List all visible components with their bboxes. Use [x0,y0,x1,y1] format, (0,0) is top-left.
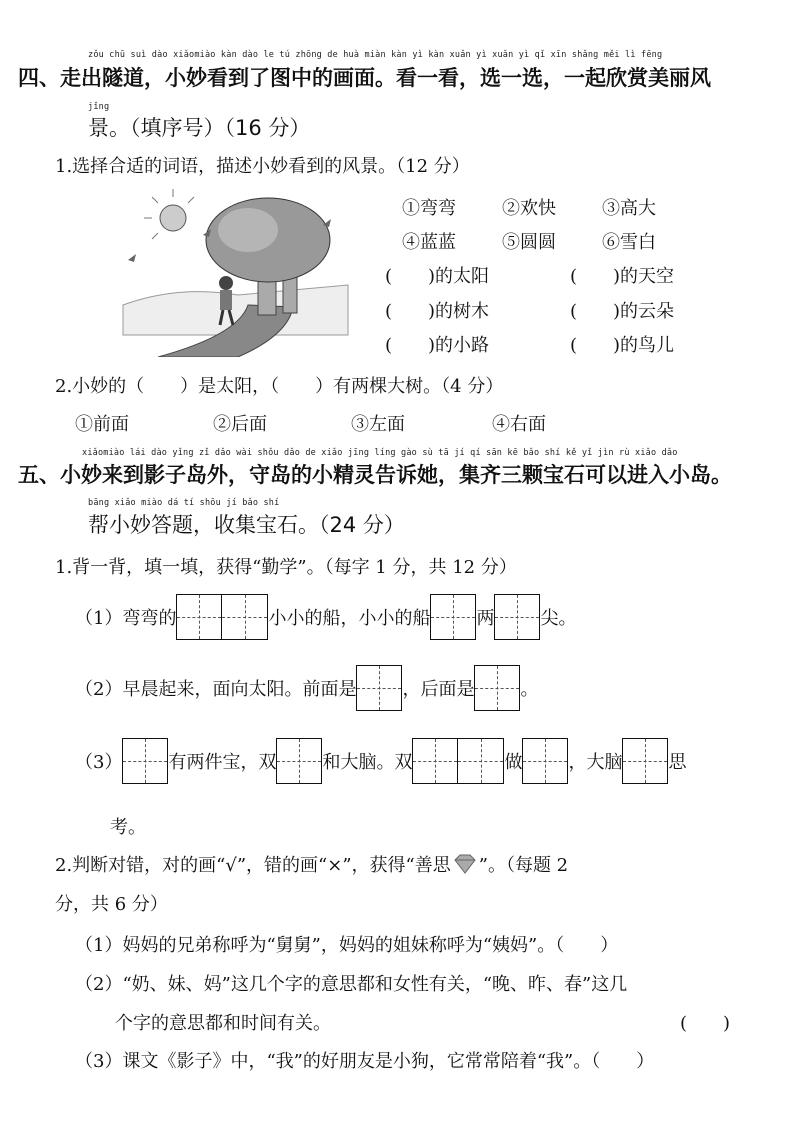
sun-icon [144,189,194,239]
text: 思 [668,752,687,773]
gem-icon [451,853,479,875]
option: ①弯弯 [402,198,456,219]
option: ⑤圆圆 [502,232,556,253]
fill-line-1 [75,594,576,640]
option: ④蓝蓝 [402,232,456,253]
question-2 [55,851,568,877]
word-options-row-1 [402,194,702,220]
section-4-title: 四、走出隧道，小妙看到了图中的画面。看一看，选一选，一起欣赏美丽风 [18,66,711,90]
writing-box[interactable] [430,594,476,640]
section-5-title-cont: 帮小妙答题，收集宝石。（24 分） [88,513,405,537]
writing-box[interactable] [522,738,568,784]
text: 两 [476,608,495,629]
blank-item[interactable]: ( )的太阳 [385,266,490,287]
text: ”。（每题 2 [478,855,569,876]
writing-box[interactable] [622,738,668,784]
blank-item[interactable]: ( )的云朵 [570,301,675,322]
writing-box[interactable] [412,738,458,784]
scenery-illustration [118,185,353,357]
text: ，大脑 [568,752,623,773]
fill-line-3 [75,738,686,784]
text: （3） [75,752,123,773]
q2-option: ②后面 [213,414,267,435]
option: ②欢快 [502,198,556,219]
text: 小小的船，小小的船 [268,608,431,629]
section-4-title-cont: 景。（填序号）（16 分） [88,116,311,140]
text: ，后面是 [402,679,475,700]
writing-box[interactable] [122,738,168,784]
text: 有两件宝，双 [168,752,277,773]
question-1: 1.背一背，填一填，获得“勤学”。（每字 1 分，共 12 分） [55,557,517,578]
option: ⑥雪白 [602,232,656,253]
answer-paren[interactable]: ( ) [680,1013,731,1034]
fill-line-2 [75,665,538,711]
blank-item[interactable]: ( )的天空 [570,266,675,287]
text: （2）早晨起来，面向太阳。前面是 [75,679,357,700]
writing-box[interactable] [494,594,540,640]
writing-box[interactable] [474,665,520,711]
blank-item[interactable]: ( )的树木 [385,301,490,322]
text: 。 [520,679,539,700]
writing-box[interactable] [276,738,322,784]
option: ③高大 [602,198,656,219]
text: 个字的意思都和时间有关。 [115,1013,331,1034]
writing-box[interactable] [176,594,222,640]
writing-box[interactable] [458,738,504,784]
text: 尖。 [540,608,577,629]
q2-option: ①前面 [75,414,129,435]
writing-box[interactable] [356,665,402,711]
pinyin: jǐng [88,102,110,112]
question-1: 1.选择合适的词语，描述小妙看到的风景。（12 分） [55,156,470,177]
blank-item[interactable]: ( )的小路 [385,335,490,356]
pinyin: xiǎomiào lái dào yǐng zǐ dǎo wài shǒu dǎo de xiǎo jīng líng gào sù tā jí qí sān kē bǎo shí kě yǐ jìn rù xiǎo dǎo [82,448,678,458]
blank-item[interactable]: ( )的鸟儿 [570,335,675,356]
q2-option: ④右面 [492,414,546,435]
writing-box[interactable] [222,594,268,640]
pinyin: zǒu chū suì dào xiǎomiào kàn dào le tú zhōng de huà miàn kàn yì kàn xuǎn yì xuǎn yì qǐ xīn shǎng měi lì fēng [88,50,663,60]
text: 分，共 6 分） [55,894,168,915]
judgment-item[interactable]: （2）“奶、妹、妈”这几个字的意思都和女性有关，“晚、昨、春”这几 [75,974,628,995]
text: 2.判断对错，对的画“√”，错的画“×”，获得“善思 [55,855,451,876]
text: （1）弯弯的 [75,608,177,629]
text: 和大脑。双 [322,752,413,773]
judgment-item[interactable]: （1）妈妈的兄弟称呼为“舅舅”，妈妈的姐妹称呼为“姨妈”。（ ） [75,935,619,956]
judgment-item[interactable]: （3）课文《影子》中，“我”的好朋友是小狗，它常常陪着“我”。（ ） [75,1051,655,1072]
word-options-row-2 [402,228,702,254]
pinyin: bāng xiǎo miào dá tí shōu jí bǎo shí [88,498,280,508]
question-2: 2.小妙的（ ）是太阳，（ ）有两棵大树。（4 分） [55,376,504,397]
text: 考。 [110,817,146,838]
q2-option: ③左面 [351,414,405,435]
text: 做 [504,752,523,773]
section-5-title: 五、小妙来到影子岛外，守岛的小精灵告诉她，集齐三颗宝石可以进入小岛。 [18,463,732,487]
